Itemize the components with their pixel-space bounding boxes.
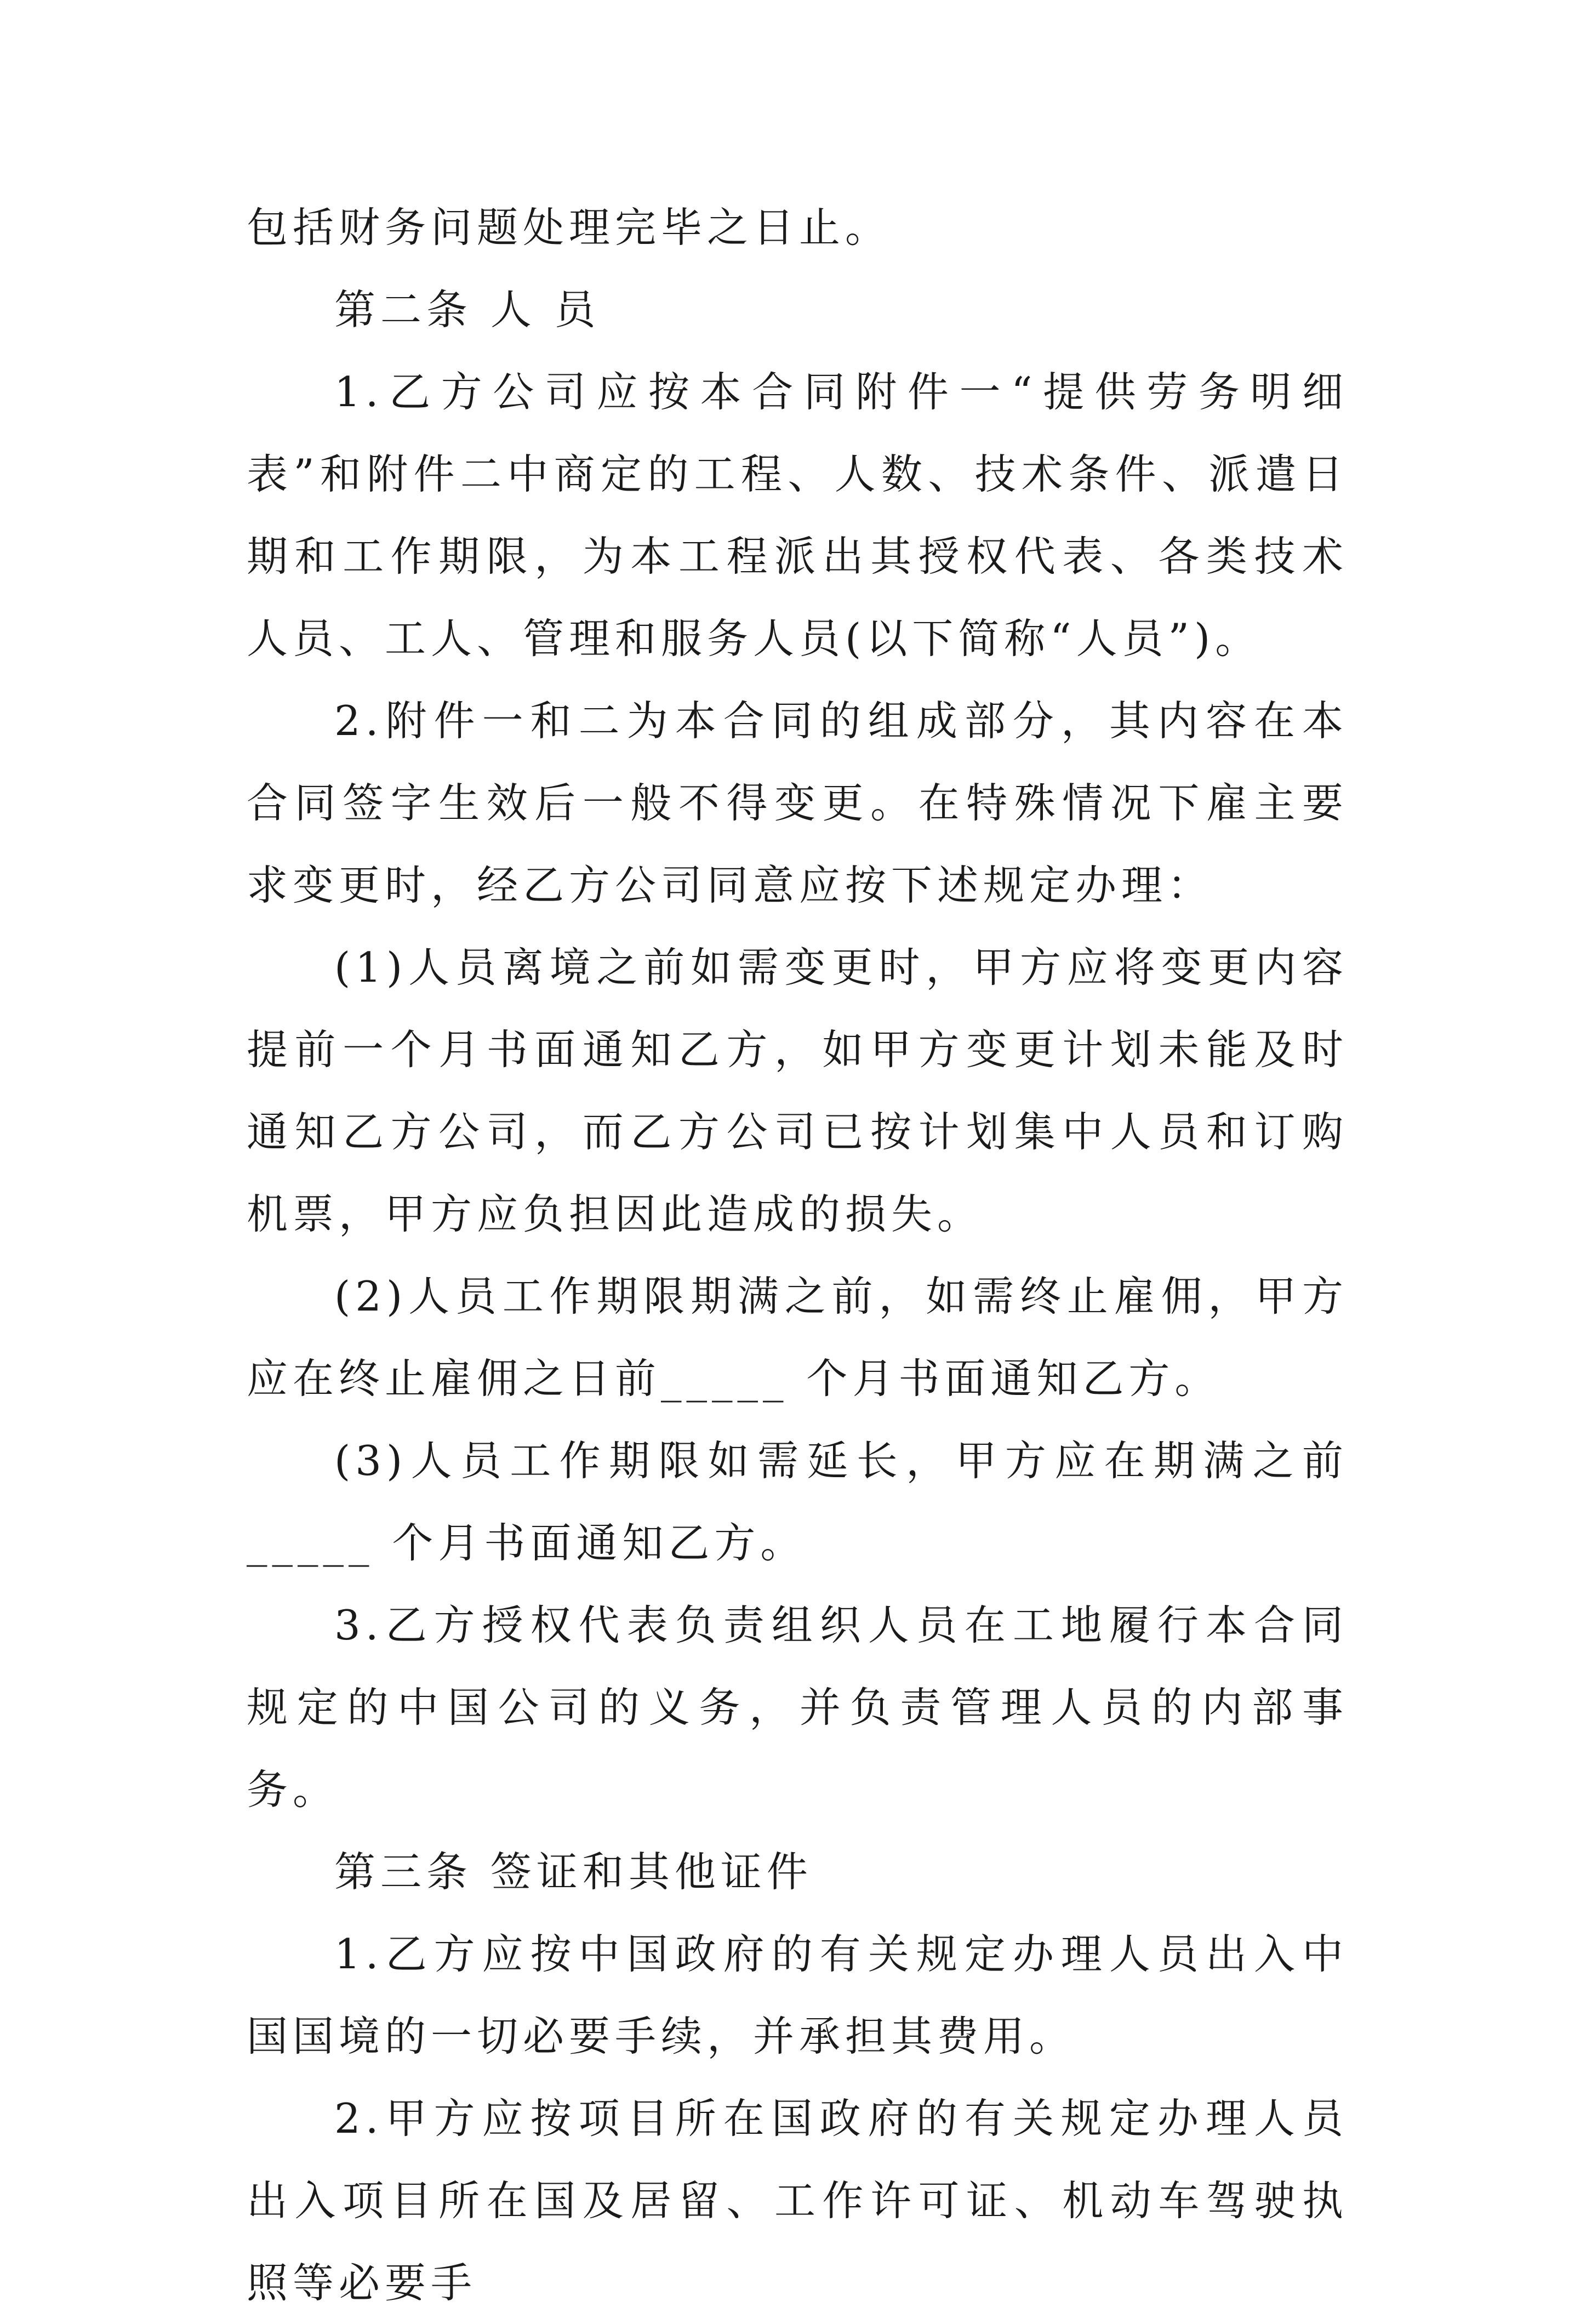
article-3-clause-2: 2.甲方应按项目所在国政府的有关规定办理人员出入项目所在国及居留、工作许可证、机动车驾驶执照等必要手 bbox=[247, 2094, 1348, 2307]
article-2-heading: 第二条 人 员 bbox=[334, 286, 601, 334]
article-2-clause-3: 3.乙方授权代表负责组织人员在工地履行本合同规定的中国公司的义务，并负责管理人员的内部事务。 bbox=[247, 1601, 1348, 1814]
article-3-clause-1: 1.乙方应按中国政府的有关规定办理人员出入中国国境的一切必要手续，并承担其费用。 bbox=[247, 1930, 1348, 2060]
article-2-clause-2-item-3: (3)人员工作期限如需延长，甲方应在期满之前_____ 个月书面通知乙方。 bbox=[247, 1437, 1348, 1567]
article-2-clause-2-item-2: (2)人员工作期限期满之前，如需终止雇佣，甲方应在终止雇佣之日前_____ 个月书面通知乙方。 bbox=[247, 1272, 1348, 1403]
article-2-clause-1: 1.乙方公司应按本合同附件一“提供劳务明细表”和附件二中商定的工程、人数、技术条件、派遣日期和工作期限，为本工程派出其授权代表、各类技术人员、工人、管理和服务人员(以下简称“人员”)。 bbox=[247, 368, 1348, 663]
article-3-heading: 第三条 签证和其他证件 bbox=[334, 1848, 813, 1896]
document-body bbox=[247, 186, 1348, 2324]
paragraph-continuation: 包括财务问题处理完毕之日止。 bbox=[247, 203, 892, 252]
article-2-clause-2: 2.附件一和二为本合同的组成部分，其内容在本合同签字生效后一般不得变更。在特殊情况下雇主要求变更时，经乙方公司同意应按下述规定办理： bbox=[247, 697, 1348, 909]
article-2-clause-2-item-1: (1)人员离境之前如需变更时，甲方应将变更内容提前一个月书面通知乙方，如甲方变更计划未能及时通知乙方公司，而乙方公司已按计划集中人员和订购机票，甲方应负担因此造成的损失。 bbox=[247, 943, 1348, 1238]
